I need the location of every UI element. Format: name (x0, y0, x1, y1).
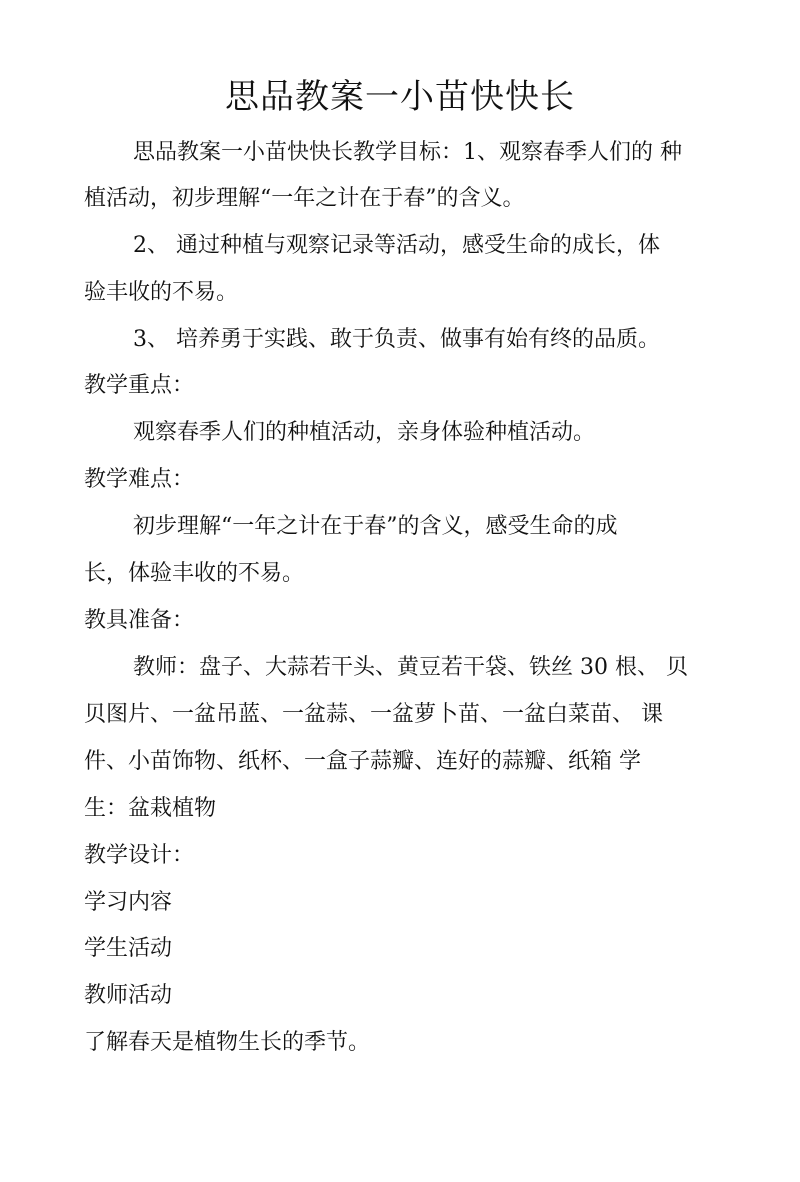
key-points-text: 观察春季人们的种植活动，亲身体验种植活动。 (133, 420, 596, 445)
materials-heading: 教具准备： (84, 608, 195, 633)
design-teacher-activity: 教师活动 (84, 983, 173, 1008)
difficulties-line-2: 长，体验丰收的不易。 (84, 561, 305, 586)
objective-line-2: 植活动，初步理解“一年之计在于春”的含义。 (84, 186, 525, 211)
objective-line-5: 3、 培养勇于实践、敢于负责、做事有始有终的品质。 (133, 327, 660, 352)
objective-line-1: 思品教案一小苗快快长教学目标：1、观察春季人们的 种 (133, 140, 682, 165)
key-points-heading: 教学重点： (84, 373, 195, 398)
design-heading: 教学设计： (84, 843, 195, 868)
document-title: 思品教案一小苗快快长 (225, 77, 575, 117)
objective-line-4: 验丰收的不易。 (84, 280, 239, 305)
materials-line-4: 生：盆栽植物 (84, 796, 217, 821)
design-topic: 了解春天是植物生长的季节。 (84, 1030, 371, 1055)
objective-line-3: 2、 通过种植与观察记录等活动，感受生命的成长，体 (133, 233, 660, 258)
difficulties-line-1: 初步理解“一年之计在于春”的含义，感受生命的成 (133, 514, 618, 539)
materials-line-1: 教师：盘子、大蒜若干头、黄豆若干袋、铁丝 30 根、 贝 (133, 655, 688, 680)
materials-line-2: 贝图片、一盆吊蓝、一盆蒜、一盆萝卜苗、一盆白菜苗、 课 (84, 702, 663, 727)
design-student-activity: 学生活动 (84, 936, 173, 961)
difficulties-heading: 教学难点： (84, 467, 195, 492)
materials-line-3: 件、小苗饰物、纸杯、一盒子蒜瓣、连好的蒜瓣、纸箱 学 (84, 749, 641, 774)
design-learning-content: 学习内容 (84, 890, 173, 915)
